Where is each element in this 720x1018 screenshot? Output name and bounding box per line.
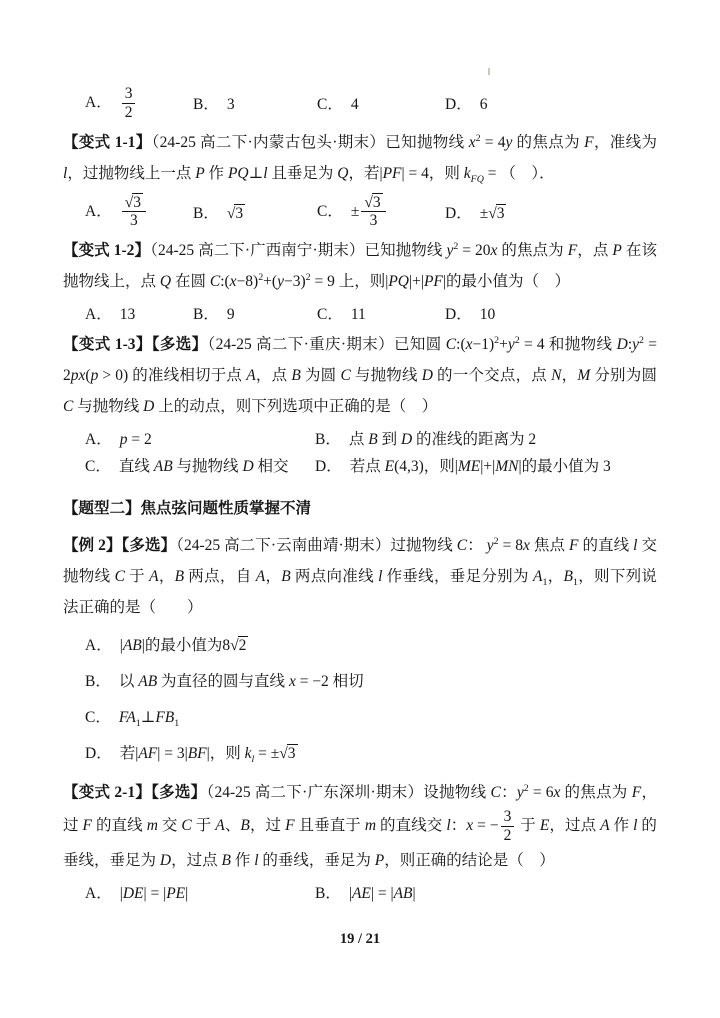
option-label: B． — [193, 204, 219, 222]
option-label: D． — [315, 458, 342, 476]
option-label: A． — [85, 884, 112, 902]
option-label: C． — [317, 202, 343, 220]
options-row-example1 — [63, 85, 657, 122]
option-item: C． 11 — [317, 306, 366, 324]
option-label: A． — [85, 637, 112, 655]
problem-variant-2-1: 【变式 2-1】【多选】（24-25 高二下·广东深圳·期末）设抛物线 C：$y^2 = 6x$ 的焦点为 F，过 F 的直线 m 交 C 于 A、B，过 F 且垂直于 m 的直线交 l：x = − $\frac{3}{2}$ 于 E，过点 A 作 l 的垂线，垂足为 D，过点 B 作 l 的垂线，垂足为 P，则正确的结论是（ ） — [63, 783, 657, 869]
sqrt-radical: √2 — [230, 637, 247, 655]
fraction: $\frac{3}{2}$ — [122, 85, 136, 122]
option-item: B． 点 B 到 D 的准线的距离为 2 — [315, 431, 537, 449]
option-item: A． |DE| = |PE| — [85, 884, 189, 902]
options-row-variant-1-3-ab — [63, 427, 657, 449]
option-line-example2-d: D． 若|AF| = 3|BF|，则 $k_l = \pm√3$ — [63, 741, 657, 767]
option-item — [85, 85, 193, 122]
option-item: C． 4 — [317, 96, 359, 114]
option-line-example2-a: A． |AB|的最小值为8√2 — [63, 633, 657, 659]
option-item: D． ±√3 — [445, 204, 505, 222]
option-label: B． — [85, 673, 111, 691]
option-label: C． — [317, 96, 343, 114]
fraction: $\frac{√3}{3}$ — [361, 194, 385, 231]
option-label: C． — [85, 458, 111, 476]
option-label: B． — [193, 306, 219, 324]
option-item: A． p = 2 — [85, 431, 152, 449]
option-label: D． — [85, 745, 112, 763]
option-item: B． |AE| = |AB| — [315, 884, 416, 902]
option-item: B． 9 — [193, 306, 235, 324]
sqrt-radical: √3 — [488, 204, 505, 222]
options-row-variant-1-1 — [63, 194, 657, 231]
option-item: D． 6 — [445, 96, 488, 114]
option-line-example2-c: C． $FA_1\perp FB_1$ — [85, 709, 180, 730]
sqrt-radical: √3 — [124, 193, 141, 211]
option-label: B． — [315, 884, 341, 902]
option-label: C． — [317, 306, 343, 324]
option-label: B． — [193, 96, 219, 114]
problem-variant-1-3: 【变式 1-3】【多选】（24-25 高二下·重庆·期末）已知圆 $C:(x-1)^2+y^2 = 4$ 和抛物线 $D:y^2 = 2px(p > 0)$ 的准线相切于点 A，点 B 为圆 C 与抛物线 D 的一个交点，点 N，M 分别为圆 C 与抛物线 D 上的动点，则下列选项中正确的是（ ） — [63, 335, 657, 416]
option-label: A． — [85, 306, 112, 324]
problem-variant-1-1: 【变式 1-1】（24-25 高二下·内蒙古包头·期末）已知抛物线 $x^2 = 4y$ 的焦点为 F，准线为 l，过抛物线上一点 P 作 PQ⊥l 且垂足为 Q，若|PF| = 4，则 $k_{FQ}$ = （ ）． — [63, 132, 657, 185]
option-label: B． — [315, 431, 341, 449]
option-item: D． 若点 E(4,3)，则|ME|+|MN|的最小值为 3 — [315, 458, 611, 476]
options-row-variant-1-2 — [63, 302, 657, 324]
option-item: C． ± $\frac{√3}{3}$ — [317, 194, 445, 231]
option-item — [85, 194, 193, 231]
option-item: D． 10 — [445, 306, 496, 324]
document-content — [63, 85, 657, 903]
fraction: $\frac{3}{2}$ — [501, 808, 515, 845]
sqrt-radical: √3 — [226, 204, 244, 222]
faint-artifact — [488, 68, 490, 75]
option-label: D． — [445, 306, 472, 324]
option-item — [193, 201, 317, 223]
option-item: C． 直线 AB 与抛物线 D 相交 — [85, 458, 289, 476]
option-label: D． — [445, 204, 472, 222]
options-row-variant-2-1 — [63, 881, 657, 903]
option-label: C． — [85, 709, 111, 727]
section-heading-type2: 【题型二】焦点弦问题性质掌握不清 — [63, 500, 312, 518]
page-number: 19 / 21 — [339, 931, 381, 947]
option-item: A． 13 — [85, 306, 136, 324]
sqrt-radical: √3 — [279, 745, 296, 763]
option-label: A． — [85, 202, 112, 220]
problem-example-2: 【例 2】【多选】（24-25 高二下·云南曲靖·期末）过抛物线 C： $y^2 = 8x$ 焦点 F 的直线 l 交抛物线 C 于 A，B 两点，自 A，B 两点向准线 l 作垂线，垂足分别为 $A_1$，$B_1$，则下列说法正确的是（ ） — [63, 536, 657, 617]
fraction: $\frac{√3}{3}$ — [122, 194, 146, 231]
option-label: A． — [85, 431, 112, 449]
option-item: B． 3 — [193, 96, 235, 114]
options-row-variant-1-3-cd — [63, 454, 657, 476]
option-line-example2-b: B． 以 AB 为直径的圆与直线 x = −2 相切 — [85, 673, 364, 691]
option-label: A． — [85, 93, 112, 111]
option-label: D． — [445, 96, 472, 114]
sqrt-radical: √3 — [364, 193, 381, 211]
problem-variant-1-2: 【变式 1-2】（24-25 高二下·广西南宁·期末）已知抛物线 $y^2 = 20x$ 的焦点为 F，点 P 在该抛物线上，点 Q 在圆 $C:(x-8)^2+(y-3)^2 = 9$ 上，则|PQ|+|PF|的最小值为（ ） — [63, 241, 657, 291]
